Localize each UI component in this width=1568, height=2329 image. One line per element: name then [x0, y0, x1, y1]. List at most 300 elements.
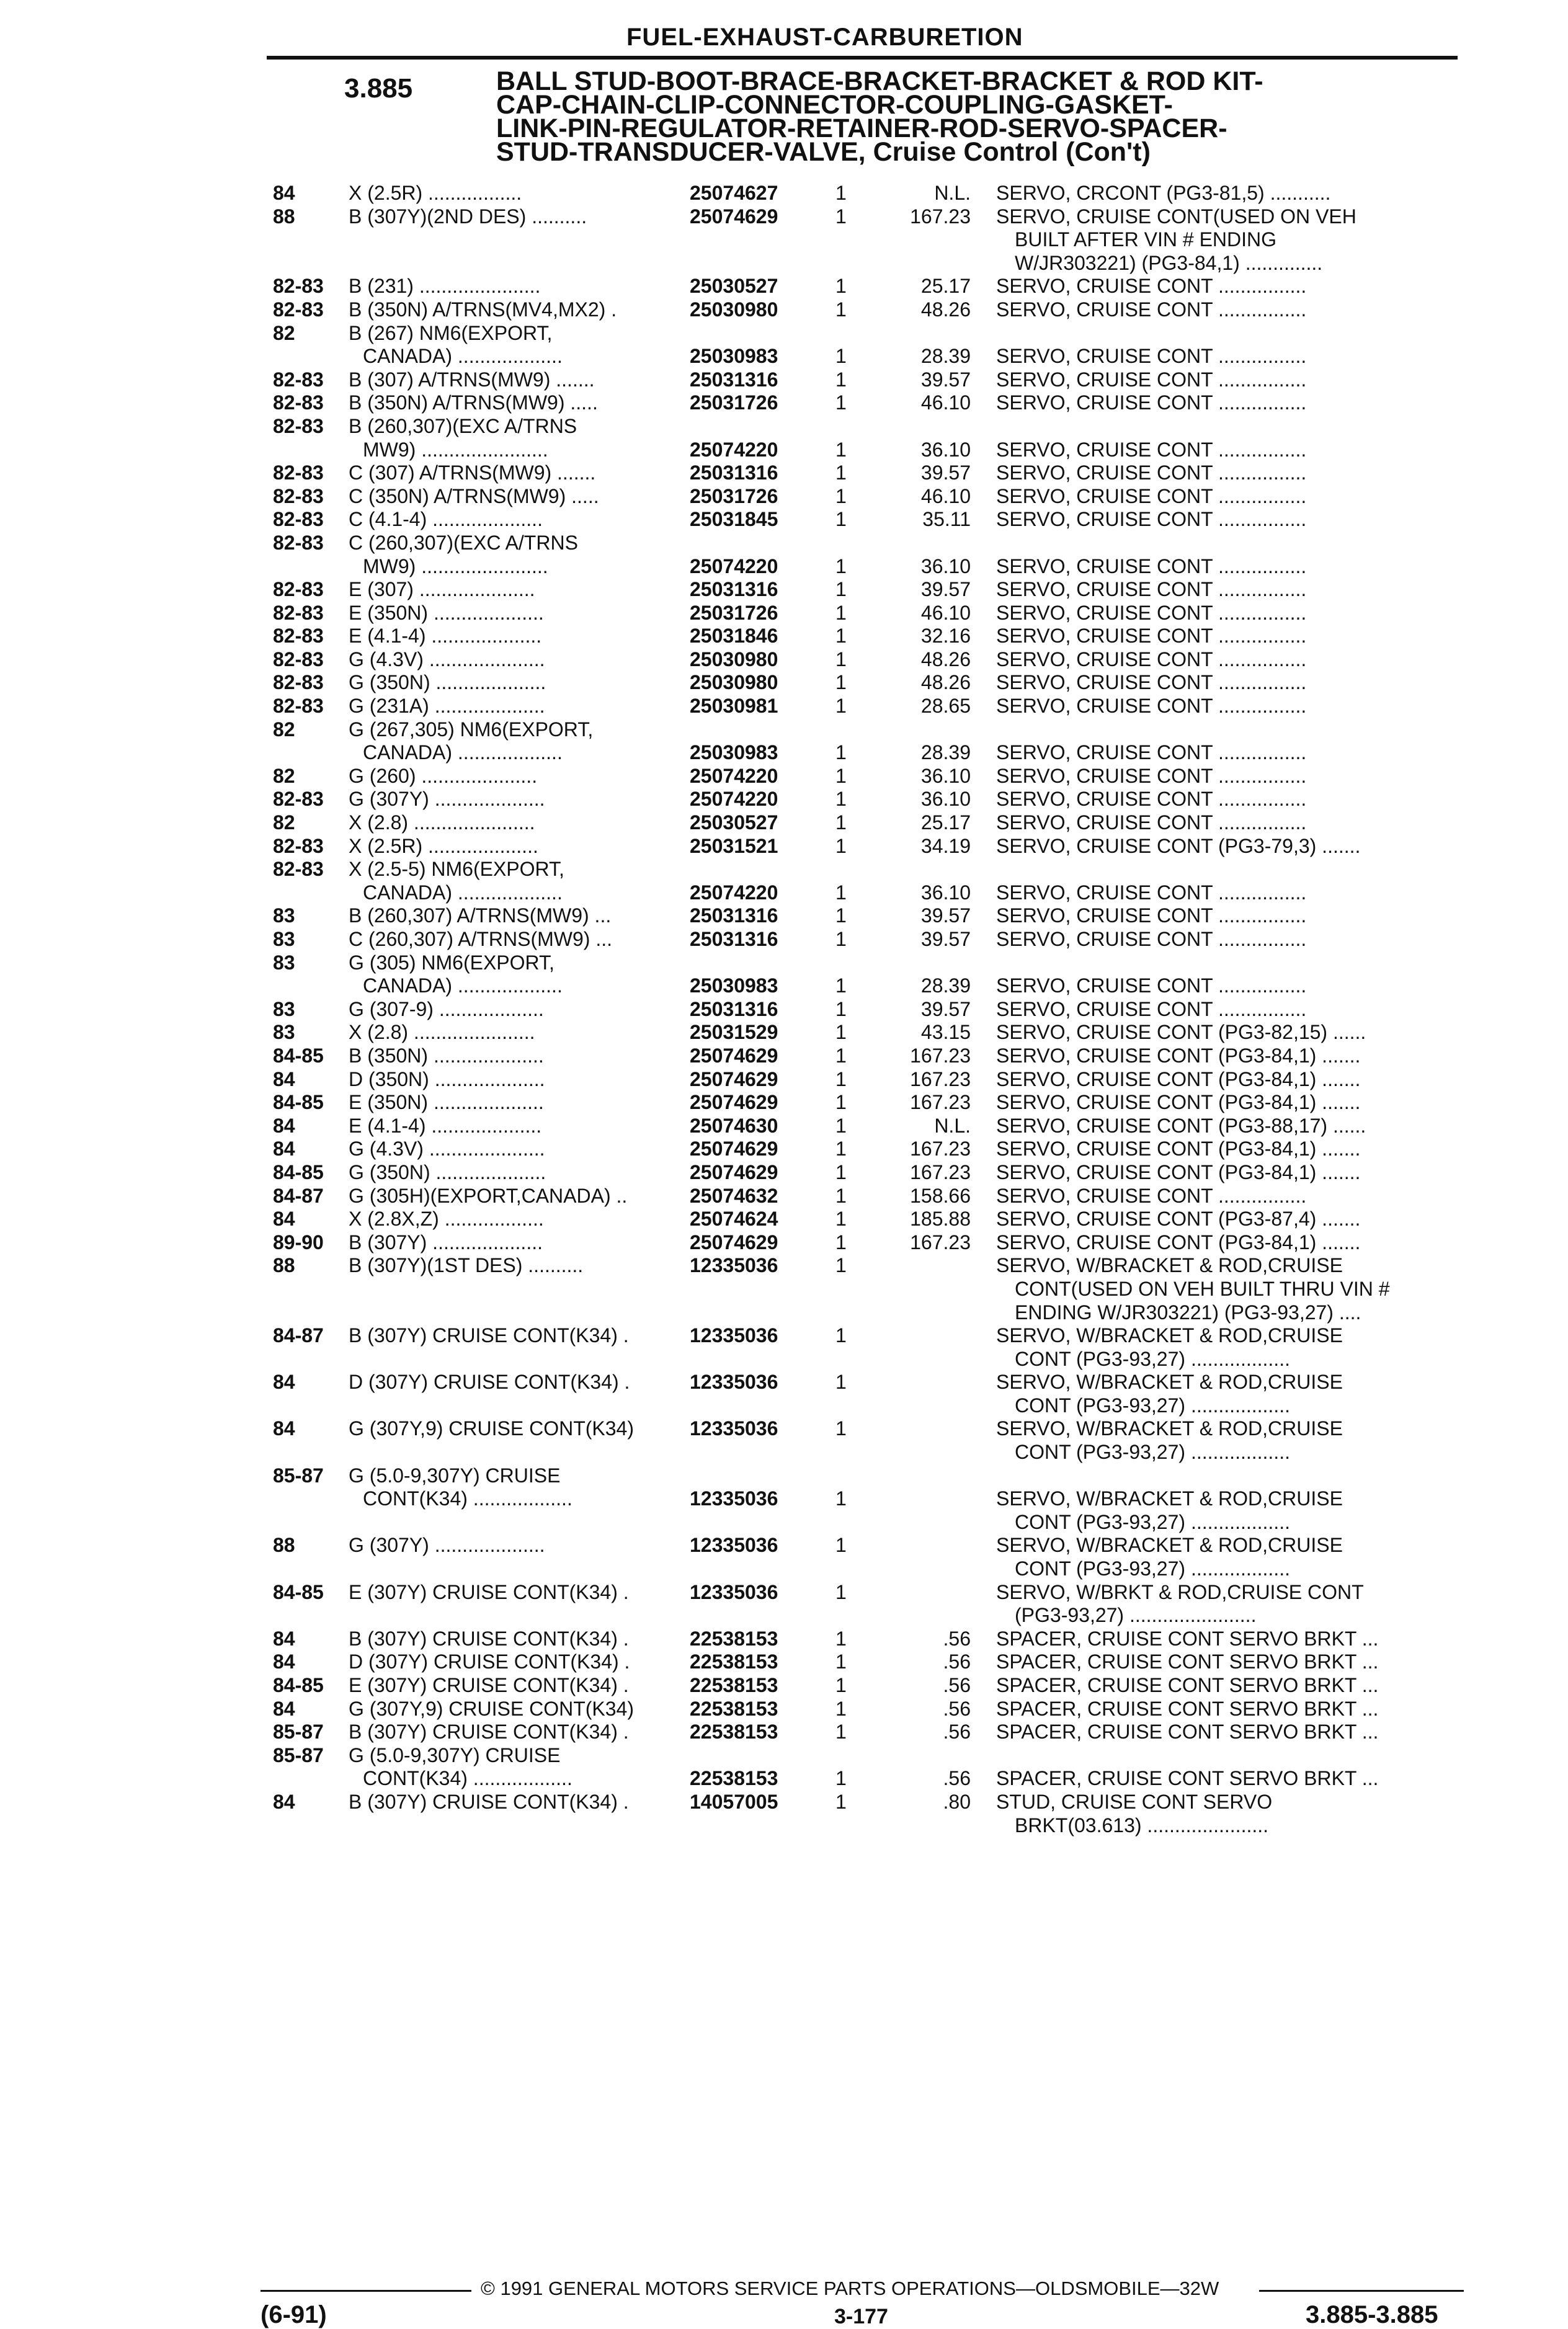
- quantity: 1: [835, 1487, 847, 1510]
- part-name: SERVO, W/BRACKET & ROD,CRUISE: [996, 1254, 1343, 1277]
- part-name: SERVO, CRUISE CONT ................: [996, 695, 1307, 718]
- table-row: [0, 1814, 1568, 1838]
- price: 34.19: [920, 834, 971, 857]
- table-row: [0, 998, 1568, 1022]
- price: 46.10: [920, 601, 971, 624]
- part-name: SERVO, CRUISE CONT (PG3-82,15) ......: [996, 1021, 1366, 1044]
- application-desc: C (260,307)(EXC A/TRNS: [349, 531, 578, 554]
- part-number: 22538153: [690, 1697, 778, 1720]
- price: .56: [943, 1721, 971, 1743]
- price: .56: [943, 1674, 971, 1696]
- price: 167.23: [910, 1160, 971, 1183]
- model-year: 82-83: [273, 508, 324, 531]
- table-row: [0, 1278, 1568, 1301]
- part-name: SERVO, W/BRACKET & ROD,CRUISE: [996, 1417, 1343, 1440]
- price: 167.23: [910, 1067, 971, 1090]
- quantity: 1: [835, 1160, 847, 1183]
- part-name: SERVO, CRUISE CONT (PG3-88,17) ......: [996, 1114, 1366, 1137]
- application-desc: E (350N) ....................: [349, 601, 544, 624]
- part-number: 12335036: [690, 1487, 778, 1510]
- price: 167.23: [910, 205, 971, 228]
- part-number: 25074630: [690, 1114, 778, 1137]
- part-name: SPACER, CRUISE CONT SERVO BRKT ...: [996, 1627, 1379, 1650]
- application-desc: B (260,307)(EXC A/TRNS: [349, 414, 577, 437]
- model-year: 84-87: [273, 1184, 324, 1207]
- model-year: 84: [273, 1417, 295, 1440]
- model-year: 88: [273, 205, 295, 228]
- quantity: 1: [835, 508, 847, 531]
- price: 39.57: [920, 368, 971, 391]
- part-number: 25074629: [690, 205, 778, 228]
- application-desc: X (2.8) ......................: [349, 811, 535, 834]
- model-year: 82-83: [273, 461, 324, 484]
- table-row: [0, 695, 1568, 718]
- part-number: 25074220: [690, 554, 778, 577]
- table-row: [0, 1791, 1568, 1814]
- parts-table: [0, 182, 1568, 1837]
- part-number: 14057005: [690, 1790, 778, 1813]
- quantity: 1: [835, 1324, 847, 1347]
- price: 158.66: [910, 1184, 971, 1207]
- part-number: 25031316: [690, 578, 778, 601]
- application-desc: E (350N) ....................: [349, 1091, 544, 1114]
- model-year: 82-83: [273, 671, 324, 694]
- part-number: 25030983: [690, 974, 778, 997]
- application-desc: X (2.5R) ....................: [349, 834, 538, 857]
- quantity: 1: [835, 974, 847, 997]
- quantity: 1: [835, 1674, 847, 1696]
- part-name: SERVO, CRUISE CONT (PG3-84,1) .......: [996, 1231, 1361, 1254]
- part-number: 25074632: [690, 1184, 778, 1207]
- table-row: [0, 485, 1568, 509]
- table-row: [0, 1394, 1568, 1418]
- quantity: 1: [835, 834, 847, 857]
- application-desc: D (350N) ....................: [349, 1067, 545, 1090]
- application-desc: C (350N) A/TRNS(MW9) .....: [349, 484, 599, 507]
- quantity: 1: [835, 1208, 847, 1231]
- part-name: SERVO, CRUISE CONT ................: [996, 788, 1307, 811]
- quantity: 1: [835, 1417, 847, 1440]
- quantity: 1: [835, 881, 847, 904]
- application-desc: B (260,307) A/TRNS(MW9) ...: [349, 904, 612, 927]
- quantity: 1: [835, 1091, 847, 1114]
- quantity: 1: [835, 904, 847, 927]
- quantity: 1: [835, 1254, 847, 1277]
- quantity: 1: [835, 1534, 847, 1557]
- application-desc: E (4.1-4) ....................: [349, 625, 542, 648]
- revision-date: (6-91): [261, 2301, 327, 2328]
- table-row: [0, 182, 1568, 205]
- table-row: [0, 671, 1568, 695]
- quantity: 1: [835, 438, 847, 461]
- group-number: 3.885: [344, 73, 413, 104]
- application-desc: C (4.1-4) ....................: [349, 508, 543, 531]
- table-row: [0, 1324, 1568, 1348]
- group-title-line: CAP-CHAIN-CLIP-CONNECTOR-COUPLING-GASKET-: [496, 90, 1173, 120]
- table-row: [0, 1417, 1568, 1441]
- table-row: [0, 322, 1568, 345]
- table-row: [0, 298, 1568, 322]
- application-desc: G (307Y,9) CRUISE CONT(K34): [349, 1697, 634, 1720]
- table-row: [0, 345, 1568, 368]
- application-desc: B (307Y) CRUISE CONT(K34) .: [349, 1324, 629, 1347]
- quantity: 1: [835, 1371, 847, 1394]
- part-number: 25030980: [690, 298, 778, 321]
- group-title: [496, 66, 1402, 167]
- table-row: [0, 1348, 1568, 1371]
- part-name: SERVO, CRUISE CONT ................: [996, 997, 1307, 1020]
- application-desc: B (350N) A/TRNS(MV4,MX2) .: [349, 298, 617, 321]
- model-year: 82: [273, 321, 295, 344]
- part-number: 25031845: [690, 508, 778, 531]
- part-number: 25074220: [690, 788, 778, 811]
- part-name: SERVO, CRUISE CONT (PG3-79,3) .......: [996, 834, 1361, 857]
- model-year: 82-83: [273, 298, 324, 321]
- part-number: 25030527: [690, 275, 778, 298]
- application-desc: B (350N) ....................: [349, 1044, 544, 1067]
- table-row: [0, 625, 1568, 648]
- table-row: [0, 1231, 1568, 1255]
- model-year: 84-85: [273, 1580, 324, 1603]
- price: 36.10: [920, 764, 971, 787]
- application-desc: G (4.3V) .....................: [349, 1138, 545, 1160]
- application-desc: E (307Y) CRUISE CONT(K34) .: [349, 1580, 629, 1603]
- model-year: 83: [273, 1021, 295, 1044]
- quantity: 1: [835, 1044, 847, 1067]
- table-row: [0, 881, 1568, 905]
- application-desc: B (307Y) CRUISE CONT(K34) .: [349, 1627, 629, 1650]
- part-number: 25074629: [690, 1067, 778, 1090]
- part-number: 25031846: [690, 625, 778, 648]
- part-name: SERVO, CRUISE CONT ................: [996, 881, 1307, 904]
- part-number: 25031316: [690, 368, 778, 391]
- page-number: 3-177: [834, 2305, 888, 2328]
- part-name: SERVO, CRUISE CONT ................: [996, 391, 1307, 414]
- part-name: SERVO, CRUISE CONT ................: [996, 928, 1307, 950]
- application-desc: B (350N) A/TRNS(MW9) .....: [349, 391, 598, 414]
- quantity: 1: [835, 391, 847, 414]
- part-name: SERVO, W/BRACKET & ROD,CRUISE: [996, 1324, 1343, 1347]
- price: 39.57: [920, 997, 971, 1020]
- part-number: 25030527: [690, 811, 778, 834]
- part-name: CONT (PG3-93,27) ..................: [1015, 1441, 1290, 1464]
- part-number: 25031316: [690, 904, 778, 927]
- price: 48.26: [920, 298, 971, 321]
- price: .56: [943, 1697, 971, 1720]
- table-row: [0, 1301, 1568, 1325]
- part-number: 25031316: [690, 928, 778, 950]
- model-year: 84-85: [273, 1044, 324, 1067]
- application-desc: C (260,307) A/TRNS(MW9) ...: [349, 928, 612, 950]
- model-year: 82-83: [273, 484, 324, 507]
- price: 32.16: [920, 625, 971, 648]
- price: 167.23: [910, 1091, 971, 1114]
- quantity: 1: [835, 764, 847, 787]
- footer-rule-right: [1259, 2290, 1464, 2292]
- quantity: 1: [835, 928, 847, 950]
- table-row: [0, 1441, 1568, 1464]
- table-row: [0, 1115, 1568, 1138]
- part-name: (PG3-93,27) .......................: [1015, 1604, 1257, 1627]
- application-desc: G (307Y) ....................: [349, 788, 545, 811]
- part-name: SERVO, CRUISE CONT(USED ON VEH: [996, 205, 1356, 228]
- price: N.L.: [934, 182, 971, 204]
- model-year: 82-83: [273, 788, 324, 811]
- application-desc: G (5.0-9,307Y) CRUISE: [349, 1743, 561, 1766]
- price: 39.57: [920, 578, 971, 601]
- table-row: [0, 928, 1568, 951]
- model-year: 84-87: [273, 1324, 324, 1347]
- quantity: 1: [835, 1184, 847, 1207]
- quantity: 1: [835, 741, 847, 764]
- model-year: 82-83: [273, 858, 324, 881]
- part-name: STUD, CRUISE CONT SERVO: [996, 1790, 1273, 1813]
- table-row: [0, 1628, 1568, 1651]
- model-year: 84-85: [273, 1160, 324, 1183]
- price: 25.17: [920, 275, 971, 298]
- table-row: [0, 1464, 1568, 1488]
- part-name: SERVO, CRUISE CONT ................: [996, 275, 1307, 298]
- table-row: [0, 1068, 1568, 1092]
- part-number: 12335036: [690, 1580, 778, 1603]
- application-desc: CANADA) ...................: [363, 881, 563, 904]
- application-desc: G (4.3V) .....................: [349, 648, 545, 670]
- model-year: 82-83: [273, 275, 324, 298]
- application-desc: X (2.5R) .................: [349, 182, 522, 204]
- quantity: 1: [835, 298, 847, 321]
- table-row: [0, 1674, 1568, 1698]
- table-row: [0, 811, 1568, 835]
- model-year: 82-83: [273, 368, 324, 391]
- table-row: [0, 858, 1568, 881]
- part-number: 25031316: [690, 461, 778, 484]
- part-number: 25074220: [690, 881, 778, 904]
- copyright-notice: © 1991 GENERAL MOTORS SERVICE PARTS OPERATIONS—OLDSMOBILE—32W: [481, 2278, 1219, 2299]
- part-number: 12335036: [690, 1254, 778, 1277]
- part-name: CONT(USED ON VEH BUILT THRU VIN #: [1015, 1277, 1390, 1300]
- group-title-line: LINK-PIN-REGULATOR-RETAINER-ROD-SERVO-SPACER-: [496, 114, 1227, 143]
- part-name: SPACER, CRUISE CONT SERVO BRKT ...: [996, 1697, 1379, 1720]
- part-number: 25031726: [690, 601, 778, 624]
- model-year: 84: [273, 1790, 295, 1813]
- part-number: 25030983: [690, 741, 778, 764]
- quantity: 1: [835, 578, 847, 601]
- part-name: SERVO, CRUISE CONT ................: [996, 298, 1307, 321]
- price: 28.39: [920, 345, 971, 368]
- part-name: SERVO, CRUISE CONT ................: [996, 578, 1307, 601]
- table-row: [0, 1698, 1568, 1721]
- quantity: 1: [835, 554, 847, 577]
- application-desc: G (350N) ....................: [349, 1160, 546, 1183]
- part-name: SERVO, CRUISE CONT ................: [996, 508, 1307, 531]
- part-number: 22538153: [690, 1650, 778, 1673]
- table-row: [0, 951, 1568, 975]
- table-row: [0, 368, 1568, 392]
- part-number: 22538153: [690, 1627, 778, 1650]
- price: 28.65: [920, 695, 971, 718]
- quantity: 1: [835, 1067, 847, 1090]
- table-row: [0, 1021, 1568, 1044]
- quantity: 1: [835, 648, 847, 670]
- table-row: [0, 904, 1568, 928]
- model-year: 84-85: [273, 1091, 324, 1114]
- part-name: SERVO, CRUISE CONT (PG3-84,1) .......: [996, 1091, 1361, 1114]
- price: .56: [943, 1650, 971, 1673]
- quantity: 1: [835, 368, 847, 391]
- table-row: [0, 415, 1568, 439]
- quantity: 1: [835, 788, 847, 811]
- application-desc: X (2.8) ......................: [349, 1021, 535, 1044]
- part-name: W/JR303221) (PG3-84,1) ..............: [1015, 251, 1323, 274]
- model-year: 82-83: [273, 601, 324, 624]
- price: 185.88: [910, 1208, 971, 1231]
- application-desc: G (267,305) NM6(EXPORT,: [349, 718, 594, 741]
- part-name: SERVO, CRUISE CONT ................: [996, 484, 1307, 507]
- part-name: SERVO, CRUISE CONT ................: [996, 904, 1307, 927]
- price: 39.57: [920, 928, 971, 950]
- quantity: 1: [835, 1790, 847, 1813]
- model-year: 83: [273, 951, 295, 974]
- part-number: 25031521: [690, 834, 778, 857]
- model-year: 83: [273, 904, 295, 927]
- part-number: 25074629: [690, 1044, 778, 1067]
- price: 25.17: [920, 811, 971, 834]
- application-desc: X (2.5-5) NM6(EXPORT,: [349, 858, 564, 881]
- application-desc: G (260) .....................: [349, 764, 538, 787]
- application-desc: D (307Y) CRUISE CONT(K34) .: [349, 1650, 630, 1673]
- application-desc: G (307Y,9) CRUISE CONT(K34): [349, 1417, 634, 1440]
- application-desc: E (307Y) CRUISE CONT(K34) .: [349, 1674, 629, 1696]
- part-name: CONT (PG3-93,27) ..................: [1015, 1557, 1290, 1580]
- part-name: BUILT AFTER VIN # ENDING: [1015, 228, 1277, 251]
- quantity: 1: [835, 997, 847, 1020]
- application-desc: MW9) .......................: [363, 554, 548, 577]
- table-row: [0, 461, 1568, 485]
- price: 28.39: [920, 974, 971, 997]
- application-desc: D (307Y) CRUISE CONT(K34) .: [349, 1371, 630, 1394]
- model-year: 85-87: [273, 1743, 324, 1766]
- model-year: 84: [273, 1650, 295, 1673]
- application-desc: B (307) A/TRNS(MW9) .......: [349, 368, 595, 391]
- quantity: 1: [835, 1580, 847, 1603]
- model-year: 82-83: [273, 648, 324, 670]
- model-year: 82-83: [273, 695, 324, 718]
- table-row: [0, 1371, 1568, 1394]
- model-year: 88: [273, 1254, 295, 1277]
- table-row: [0, 1767, 1568, 1791]
- application-desc: E (307) .....................: [349, 578, 535, 601]
- table-row: [0, 275, 1568, 298]
- price: 36.10: [920, 881, 971, 904]
- part-name: CONT (PG3-93,27) ..................: [1015, 1347, 1290, 1370]
- part-name: SERVO, CRUISE CONT ................: [996, 671, 1307, 694]
- table-row: [0, 1138, 1568, 1161]
- part-name: SERVO, CRUISE CONT ................: [996, 974, 1307, 997]
- part-number: 12335036: [690, 1417, 778, 1440]
- price: 167.23: [910, 1044, 971, 1067]
- table-row: [0, 741, 1568, 765]
- application-desc: B (307Y) CRUISE CONT(K34) .: [349, 1721, 629, 1743]
- quantity: 1: [835, 182, 847, 204]
- table-row: [0, 1254, 1568, 1278]
- group-title-line: STUD-TRANSDUCER-VALVE, Cruise Control (Con't): [496, 137, 1151, 167]
- part-name: SERVO, CRUISE CONT ................: [996, 601, 1307, 624]
- quantity: 1: [835, 1650, 847, 1673]
- table-row: [0, 1185, 1568, 1208]
- part-name: SPACER, CRUISE CONT SERVO BRKT ...: [996, 1650, 1379, 1673]
- quantity: 1: [835, 484, 847, 507]
- model-year: 84-85: [273, 1674, 324, 1696]
- application-desc: CANADA) ...................: [363, 741, 563, 764]
- quantity: 1: [835, 625, 847, 648]
- model-year: 84: [273, 1697, 295, 1720]
- part-number: 25031726: [690, 391, 778, 414]
- application-desc: B (307Y) ....................: [349, 1231, 543, 1254]
- part-name: SERVO, W/BRACKET & ROD,CRUISE: [996, 1371, 1343, 1394]
- price: 48.26: [920, 671, 971, 694]
- part-number: 25030981: [690, 695, 778, 718]
- quantity: 1: [835, 1627, 847, 1650]
- price: 39.57: [920, 461, 971, 484]
- part-number: 25074629: [690, 1160, 778, 1183]
- application-desc: CANADA) ...................: [363, 345, 563, 368]
- part-number: 25031316: [690, 997, 778, 1020]
- quantity: 1: [835, 671, 847, 694]
- price: 36.10: [920, 554, 971, 577]
- part-number: 25030980: [690, 671, 778, 694]
- part-number: 22538153: [690, 1721, 778, 1743]
- part-number: 25074220: [690, 438, 778, 461]
- table-row: [0, 974, 1568, 998]
- price: 167.23: [910, 1231, 971, 1254]
- application-desc: B (267) NM6(EXPORT,: [349, 321, 553, 344]
- application-desc: G (5.0-9,307Y) CRUISE: [349, 1464, 561, 1487]
- part-number: 25031726: [690, 484, 778, 507]
- application-desc: CONT(K34) ..................: [363, 1767, 572, 1790]
- part-number: 22538153: [690, 1767, 778, 1790]
- part-name: SERVO, W/BRACKET & ROD,CRUISE: [996, 1534, 1343, 1557]
- table-row: [0, 648, 1568, 672]
- part-name: SERVO, CRUISE CONT ................: [996, 811, 1307, 834]
- part-number: 25074629: [690, 1231, 778, 1254]
- model-year: 82: [273, 811, 295, 834]
- table-row: [0, 532, 1568, 555]
- application-desc: MW9) .......................: [363, 438, 548, 461]
- part-number: 25074629: [690, 1091, 778, 1114]
- header-rule: [267, 56, 1458, 60]
- application-desc: B (307Y)(1ST DES) ..........: [349, 1254, 584, 1277]
- model-year: 84: [273, 1114, 295, 1137]
- model-year: 82: [273, 764, 295, 787]
- table-row: [0, 602, 1568, 625]
- application-desc: CANADA) ...................: [363, 974, 563, 997]
- model-year: 84: [273, 1067, 295, 1090]
- table-row: [0, 252, 1568, 275]
- part-name: BRKT(03.613) ......................: [1015, 1814, 1269, 1837]
- model-year: 84: [273, 1208, 295, 1231]
- table-row: [0, 1744, 1568, 1768]
- price: 48.26: [920, 648, 971, 670]
- model-year: 82-83: [273, 414, 324, 437]
- price: 35.11: [922, 508, 971, 531]
- price: N.L.: [934, 1114, 971, 1137]
- part-name: SERVO, CRCONT (PG3-81,5) ...........: [996, 182, 1331, 204]
- table-row: [0, 578, 1568, 602]
- table-row: [0, 1721, 1568, 1744]
- application-desc: G (307-9) ...................: [349, 997, 544, 1020]
- table-row: [0, 1161, 1568, 1185]
- price: 46.10: [920, 484, 971, 507]
